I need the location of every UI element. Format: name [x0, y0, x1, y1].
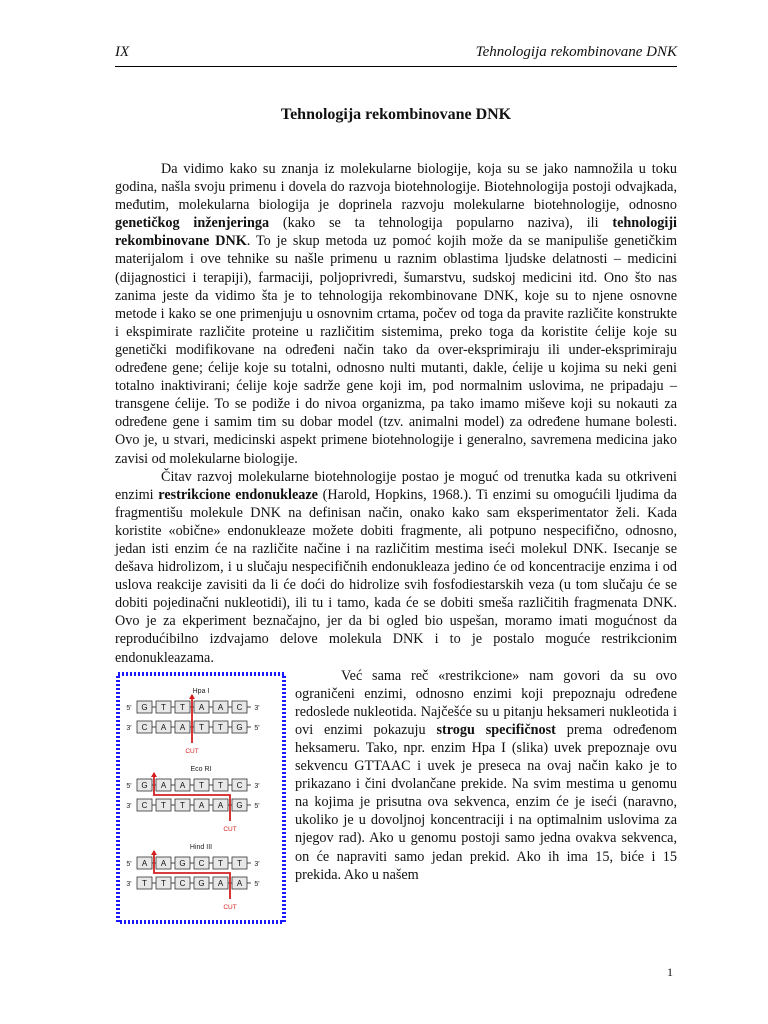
- strand-end-label: 5': [254, 880, 260, 888]
- nucleotide-letter: A: [198, 702, 205, 712]
- nucleotide-letter: C: [236, 702, 243, 712]
- nucleotide-letter: T: [142, 878, 147, 888]
- nucleotide-letter: G: [198, 878, 205, 888]
- enzyme-name: Hpa I: [192, 687, 210, 695]
- nucleotide-letter: A: [217, 702, 224, 712]
- nucleotide-letter: C: [198, 858, 205, 868]
- text-run: prema određenom heksameru. Tako, npr. enzim Hpa I (slika) uvek prepoznaje ovu sekvencu GTTAAC i uvek je preseca na ovaj način kako je to prikazano i čini dvolančane prekide. Na svim mestima u genomu na kojima je prisutna ova sekvenca, enzim će je iseći (naravno, ukoliko je u dovoljnoj koncentraciji i na optimalnim uslovima za njegov rad). Ako u genomu postoji samo jedna ovakva sekvenca, on će napraviti samo jedan prekid. Ako ih ima 15, biće i 15 prekida. Ako u našem: [295, 721, 677, 883]
- page-header: [115, 44, 677, 64]
- paragraph-1: [115, 160, 677, 468]
- nucleotide-letter: C: [141, 800, 148, 810]
- bold-term: genetičkog inženjeringa: [115, 215, 270, 232]
- nucleotide-letter: T: [218, 722, 223, 732]
- bold-term: strogu specifičnost: [436, 721, 556, 738]
- strand-end-label: 5': [126, 860, 132, 868]
- strand-end-label: 3': [254, 860, 260, 868]
- header-rule: [115, 66, 677, 67]
- nucleotide-letter: A: [179, 780, 186, 790]
- nucleotide-letter: T: [161, 878, 166, 888]
- nucleotide-letter: A: [160, 722, 167, 732]
- nucleotide-letter: G: [236, 800, 243, 810]
- nucleotide-letter: T: [180, 800, 185, 810]
- nucleotide-letter: C: [179, 878, 186, 888]
- nucleotide-letter: T: [199, 780, 204, 790]
- nucleotide-letter: A: [198, 800, 205, 810]
- text-run: (Harold, Hopkins, 1968.). Ti enzimi su omogućili ljudima da fragmentišu molekule DNK na definisan način, onako kako sam eksperimentator želi. Kada koristite «obične» endonukleaze možete dobiti fragmente, ali potpuno nespecifično, odnosno, jedan isti enzim će na različite načine i na različitim mestima iseći molekul DNK. Isecanje se dešava hidrolizom, i u slučaju nespecifičnih endonukleaza jedino će od koncentracije enzima i od uslova reakcije zavisiti da li će doći do hidrolize svih fosfodiestarskih veza (u tom slučaju će se dobiti pojedinačni nukleotidi), ili tu i tamo, kada će se dobiti smeša različitih fragmenata DNK. Ovo je za ekperiment beznačajno, jer da bi ogled bio uspešan, moramo imati mogućnost da reprodućibilno izdvajamo delove molekula DNK i to je postalo moguće restrikcionim endonukleazama.: [115, 486, 677, 666]
- strand-end-label: 3': [254, 704, 260, 712]
- arrow-icon: [151, 772, 157, 777]
- nucleotide-letter: T: [180, 702, 185, 712]
- strand-end-label: 5': [254, 724, 260, 732]
- nucleotide-letter: A: [217, 878, 224, 888]
- strand-end-label: 5': [254, 802, 260, 810]
- nucleotide-letter: C: [236, 780, 243, 790]
- bold-term: tehnologiji rekombinovane DNK: [115, 215, 677, 250]
- document-body: [115, 160, 677, 927]
- text-run: . To je skup metoda uz pomoć kojih može da se manipuliše genetičkim materijalom i ove tehnike su našle primenu u raznim oblastima ljudske delatnosti – medicini (dijagnostici i terapiji), farmaciji, poljoprivredi, šumarstvu, sudskoj medicini itd. Ono što nas zanima jeste da vidimo šta je to tehnologija rekombinovane DNK, koje su to njene osnovne metode i kako se one primenjuju u osnovnim crtama, počev od toga da pravite različite konstrukte i ekspimirate različite proteine u različitim sistemima, preko toga da koristite ćelije koje su genetički modifikovane na određeni način tako da over-eksprimiraju ili under-eksprimiraju određene gene; ćelije koje su totalni, odnosno nulti mutanti, dakle, ćelije u kojima su neki geni totalno inaktivirani; ćelije koje sadrže gene koji im, pod normalnim uslovima, ne pripadaju – transgene ćelije. To se podiže i do nivoa organizma, pa tako imamo miševe koji su nokauti za određene gene i samim tim su dobar model (tzv. animalni model) za određene humane bolesti. Ovo je, u stvari, medicinski aspekt primene biotehnologije i generalno, savremena medicina jako zavisi od molekularne biologije.: [115, 233, 677, 467]
- cut-label: CUT: [223, 903, 237, 911]
- bold-term: restrikcione endonukleaze: [158, 486, 318, 503]
- nucleotide-letter: A: [217, 800, 224, 810]
- running-title: Tehnologija rekombinovane DNK: [475, 44, 677, 60]
- nucleotide-letter: T: [218, 780, 223, 790]
- text-run: Da vidimo kako su znanja iz molekularne biologije, koja su se jako namnožila u toku godina, našla svoju primenu i dovela do razvoja biotehnologije. Biotehnologija postoji odvajkada, međutim, molekularna biologija je doprinela razvoju molekularne biotehnologije, odnosno: [115, 161, 677, 214]
- nucleotide-letter: G: [141, 780, 148, 790]
- text-run: Već sama reč «restrikcione» nam govori da su ovo ograničeni enzimi, odnosno enzimi koji prepoznaju određene redosledе nukleotida. Najčešće su u pitanju heksameri nukleotida i ovi enzimi pokazuju: [295, 667, 677, 738]
- arrow-icon: [151, 850, 157, 855]
- enzyme-name: Hind III: [189, 843, 213, 851]
- nucleotide-letter: A: [160, 780, 167, 790]
- page-number: 1: [667, 965, 673, 979]
- nucleotide-letter: A: [141, 858, 148, 868]
- enzyme-name: Eco RI: [190, 765, 212, 773]
- nucleotide-letter: G: [236, 722, 243, 732]
- nucleotide-letter: T: [237, 858, 242, 868]
- strand-end-label: 3': [254, 782, 260, 790]
- cut-label: CUT: [185, 747, 199, 755]
- strand-end-label: 3': [126, 724, 132, 732]
- chapter-number: IX: [115, 44, 130, 60]
- restriction-enzyme-figure: [115, 671, 287, 925]
- nucleotide-letter: T: [199, 722, 204, 732]
- strand-end-label: 5': [126, 704, 132, 712]
- strand-end-label: 5': [126, 782, 132, 790]
- nucleotide-letter: T: [218, 858, 223, 868]
- nucleotide-letter: A: [160, 858, 167, 868]
- nucleotide-letter: G: [141, 702, 148, 712]
- nucleotide-letter: C: [141, 722, 148, 732]
- text-run: (kako se ta tehnologija popularno naziva), ili: [269, 215, 613, 232]
- nucleotide-letter: A: [179, 722, 186, 732]
- text-run: Čitav razvoj molekularne biotehnologije postao je moguć od trenutka kada su otkriveni enzimi: [115, 468, 677, 503]
- nucleotide-letter: A: [236, 878, 243, 888]
- document-title: Tehnologija rekombinovane DNK: [280, 106, 512, 123]
- nucleotide-letter: G: [179, 858, 186, 868]
- nucleotide-letter: T: [161, 702, 166, 712]
- strand-end-label: 3': [126, 880, 132, 888]
- cut-label: CUT: [223, 825, 237, 833]
- nucleotide-letter: T: [161, 800, 166, 810]
- paragraph-2: [115, 468, 677, 667]
- strand-end-label: 3': [126, 802, 132, 810]
